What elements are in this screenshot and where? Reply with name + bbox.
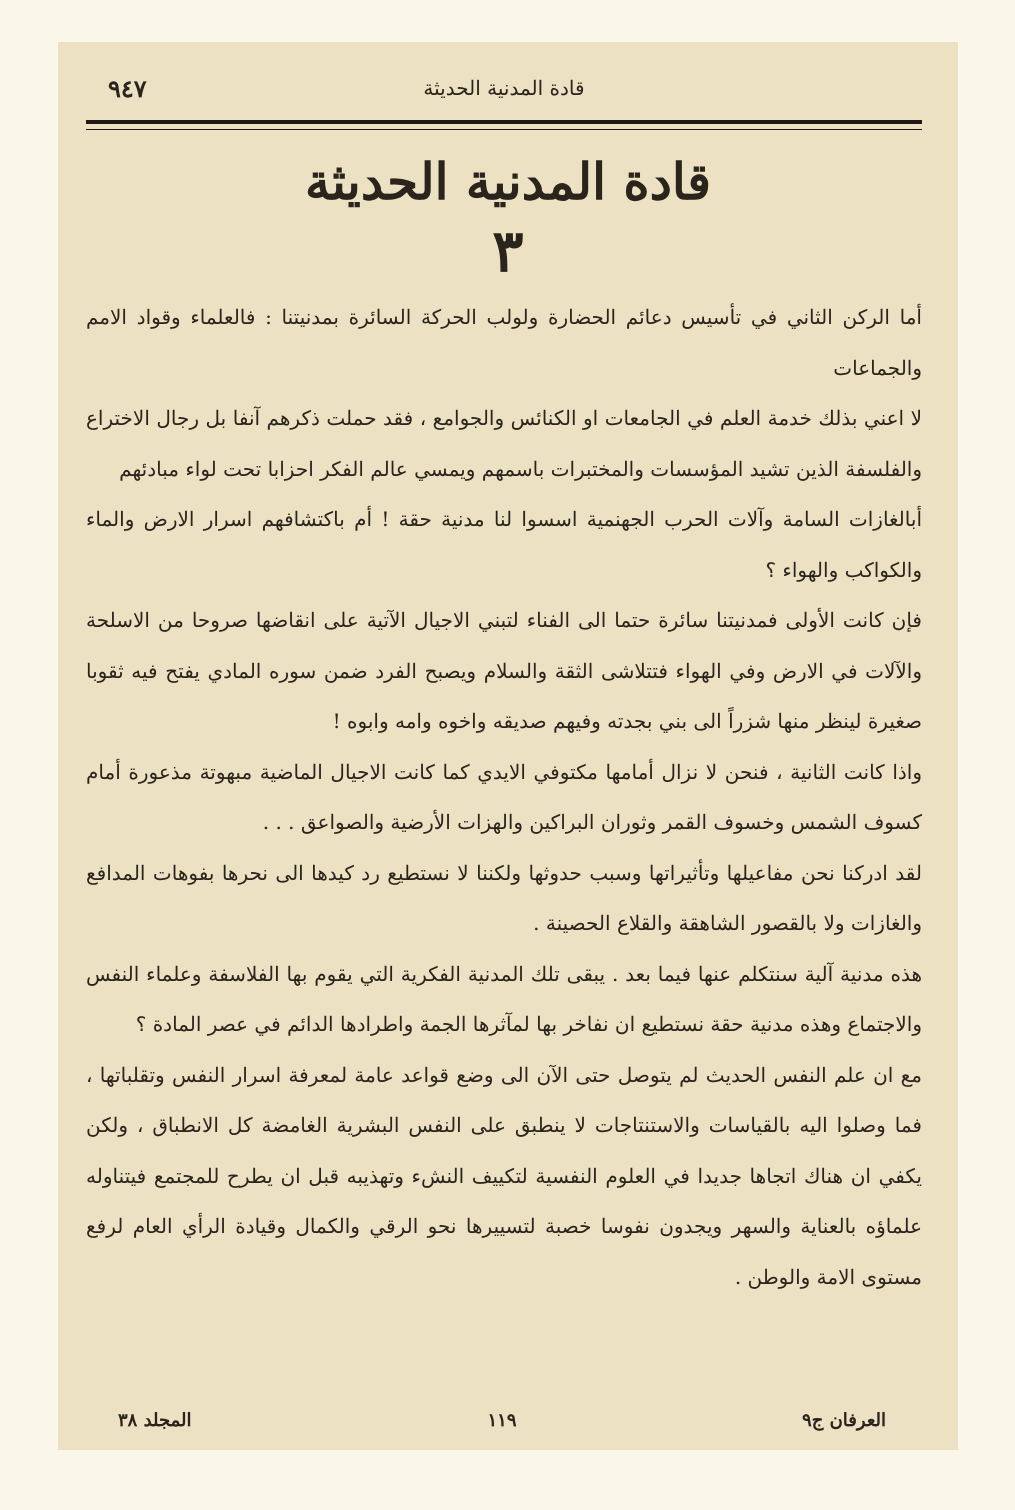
article-body bbox=[86, 292, 922, 1352]
footer-journal: العرفان ج٩ bbox=[802, 1410, 886, 1431]
paragraph: لقد ادركنا نحن مفاعيلها وتأثيراتها وسبب حدوثها ولكننا لا نستطيع رد كيدها الى نحرها بفوهات المدافع والغازات ولا بالقصور الشاهقة والقلاع الحصينة . bbox=[86, 860, 922, 935]
paragraph: واذا كانت الثانية ، فنحن لا نزال أمامها مكتوفي الايدي كما كانت الاجيال الماضية مبهوتة مذعورة أمام كسوف الشمس وخسوف القمر وثوران البراكين والهزات الأرضية والصواعق . . . bbox=[86, 759, 922, 834]
page-footer bbox=[118, 1410, 886, 1438]
header-rule bbox=[86, 120, 922, 124]
paragraph: فإن كانت الأولى فمدنيتنا سائرة حتما الى الفناء لتبني الاجيال الآتية على انقاضها صروحا من الاسلحة والآلات في الارض وفي الهواء فتتلاشى الثقة والسلام ويصبح الفرد ضمن سوره المادي يفتح فيه ثقوبا صغيرة لينظر منها شزراً الى بني بجدته وفيهم صديقه واخوه وامه وابوه ! bbox=[86, 608, 922, 733]
header-rule-thin bbox=[86, 129, 922, 130]
footer-volume: المجلد ٣٨ bbox=[118, 1410, 192, 1431]
page-number: ٩٤٧ bbox=[108, 74, 147, 103]
footer-folio: ١١٩ bbox=[487, 1410, 517, 1431]
running-header bbox=[86, 70, 922, 110]
running-title: قادة المدنية الحديثة bbox=[423, 76, 585, 100]
paragraph: لا اعني بذلك خدمة العلم في الجامعات او الكنائس والجوامع ، فقد حملت ذكرهم آنفا بل رجال الاختراع والفلسفة الذين تشيد المؤسسات والمختبرات باسمهم ويمسي عالم الفكر احزابا تحت لواء مبادئهم bbox=[86, 406, 922, 481]
part-number: ٣ bbox=[492, 217, 524, 285]
paragraph: هذه مدنية آلية سنتكلم عنها فيما بعد . يبقى تلك المدنية الفكرية التي يقوم بها الفلاسفة وعلماء النفس والاجتماع وهذه مدنية حقة نستطيع ان نفاخر بها لمآثرها الجمة واطرادها الدائم في عصر المادة ؟ bbox=[86, 961, 922, 1036]
journal-page bbox=[58, 42, 958, 1450]
paragraph: مع ان علم النفس الحديث لم يتوصل حتى الآن الى وضع قواعد عامة لمعرفة اسرار النفس وتقلباتها ، فما وصلوا اليه بالقياسات والاستنتاجات لا ينطبق على النفس البشرية الغامضة كل الانطباق ، ولكن يكفي ان هناك اتجاها جديدا في العلوم النفسية لتكييف النشء وتهذيبه قبل ان يطرح للمجتمع فيتناوله علماؤه بالعناية والسهر ويجدون نفوسا خصبة لتسييرها نحو الرقي والكمال وقيادة الرأي العام لرفع مستوى الامة والوطن . bbox=[86, 1062, 922, 1289]
paragraph: أبالغازات السامة وآلات الحرب الجهنمية اسسوا لنا مدنية حقة ! أم باكتشافهم اسرار الارض والماء والكواكب والهواء ؟ bbox=[86, 507, 922, 582]
paragraph: أما الركن الثاني في تأسيس دعائم الحضارة ولولب الحركة السائرة بمدنيتنا : فالعلماء وقواد الامم والجماعات bbox=[86, 305, 922, 380]
article-title: قادة المدنية الحديثة bbox=[305, 152, 711, 211]
